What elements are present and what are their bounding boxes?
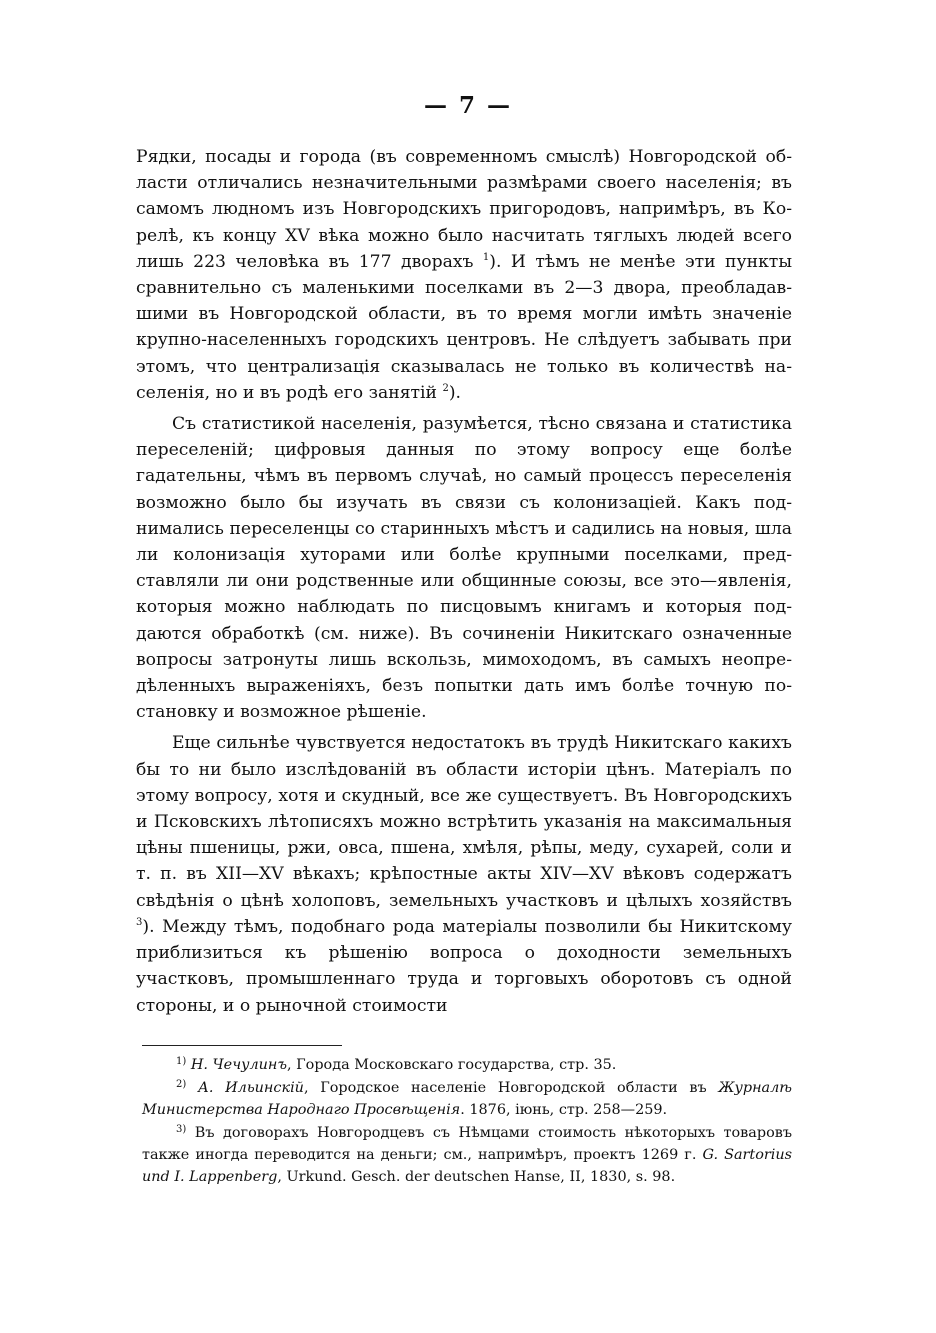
text-span: Съ статистикой населенія, разумѣется, тѣсно связана и статистика переселеній; цифровыя данныя по этому вопросу еще болѣе гадательны, чѣмъ въ первомъ случаѣ, но самый процессъ переселенія возможно было бы изучать въ связи съ колонизаціей. Какъ поднимались переселенцы со старинныхъ мѣстъ и садились на новыя, шла ли колонизація хуторами или болѣе крупными поселками, представляли ли они родственные или общинные союзы, все это—явленія, которыя можно наблюдать по писцовымъ книгамъ и которыя поддаются обработкѣ (см. ниже). Въ сочиненіи Никитскаго означенные вопросы затронуты лишь вскользь, мимоходомъ, въ самыхъ неопредѣленныхъ выраженіяхъ, безъ попытки дать имъ болѣе точную постановку и возможное рѣшеніе.: [136, 414, 792, 723]
footnote-2: [142, 1077, 792, 1121]
footnote-author: А. Ильинскій: [197, 1080, 304, 1096]
footnote-mark-paren: ): [182, 1079, 187, 1090]
text-span: , Города Московскаго государства, стр. 35.: [287, 1057, 617, 1073]
footnote-journal: Журналѣ Министерства Народнаго Просвѣщенія: [142, 1080, 792, 1118]
footnote-ref-3: 3: [136, 916, 143, 928]
text-span: Въ договорахъ Новгородцевъ съ Нѣмцами стоимость нѣкоторыхъ товаровъ также иногда переводится на деньги; см., напримѣръ, проектъ 1269 г.: [142, 1125, 792, 1163]
footnote-mark: 2: [176, 1079, 183, 1090]
footnote-mark-paren: ): [182, 1124, 187, 1135]
text-span: ).: [448, 382, 462, 403]
page-number: — 7 —: [423, 92, 513, 119]
text-span: . 1876, іюнь, стр. 258—259.: [460, 1102, 668, 1118]
footnote-ref-1: 1: [482, 251, 490, 263]
footnote-mark: 3: [176, 1124, 183, 1135]
footnote-3: [142, 1122, 792, 1188]
text-span: Рядки, посады и города (въ современномъ смыслѣ) Новгородской области отличались незначительными размѣрами своего населенія; въ самомъ людномъ изъ Новгородскихъ пригородовъ, напримѣръ, въ Корелѣ, къ концу XV вѣка можно было насчитать тяглыхъ людей всего лишь 223 человѣка въ 177 дворахъ: [136, 147, 792, 272]
text-span: ). И тѣмъ не менѣе эти пункты сравнительно съ маленькими поселками въ 2—3 двора, преобладавшими въ Новгородской области, въ то время могли имѣть значеніе крупно-населенныхъ городскихъ центровъ. Не слѣдуетъ забывать при этомъ, что централизація сказывалась не только въ количествѣ населенія, но и въ родѣ его занятій: [136, 251, 792, 403]
paragraph-1: [136, 144, 792, 406]
paragraph-3: [136, 730, 792, 1018]
text-span: , Городское населеніе Новгородской области въ: [303, 1080, 719, 1096]
footnote-author: G. Sartorius und I. Lappenberg: [142, 1147, 792, 1185]
footnote-ref-2: 2: [442, 382, 449, 394]
footnote-divider: [142, 1045, 342, 1046]
footnote-mark-paren: ): [182, 1056, 187, 1067]
text-span: , Urkund. Gesch. der deutschen Hanse, II, 1830, s. 98.: [277, 1169, 676, 1185]
text-span: Еще сильнѣе чувствуется недостатокъ въ трудѣ Никитскаго какихъ бы то ни было изслѣдованій въ области исторіи цѣнъ. Матеріалъ по этому вопросу, хотя и скудный, все же существуетъ. Въ Новгородскихъ и Псковскихъ лѣтописяхъ можно встрѣтить указанія на максимальныя цѣны пшеницы, ржи, овса, пшена, хмѣля, рѣпы, меду, сухарей, соли и т. п. въ XII—XV вѣкахъ; крѣпостные акты XIV—XV вѣковъ содержатъ свѣдѣнія о цѣнѣ холоповъ, земельныхъ участковъ и цѣлыхъ хозяйствъ: [136, 733, 792, 911]
text-span: ). Между тѣмъ, подобнаго рода матеріалы позволили бы Никитскому приблизиться къ рѣшенію вопроса о доходности земельныхъ участковъ, промышленнаго труда и торговыхъ оборотовъ съ одной стороны, и о рыночной стоимости: [136, 916, 792, 1016]
footnote-mark: 1: [176, 1056, 183, 1067]
main-text: [136, 144, 792, 1019]
footnotes: [142, 1054, 792, 1189]
footnote-1: [142, 1054, 792, 1076]
paragraph-2: [136, 411, 792, 725]
footnote-author: Н. Чечулинъ: [190, 1057, 287, 1073]
